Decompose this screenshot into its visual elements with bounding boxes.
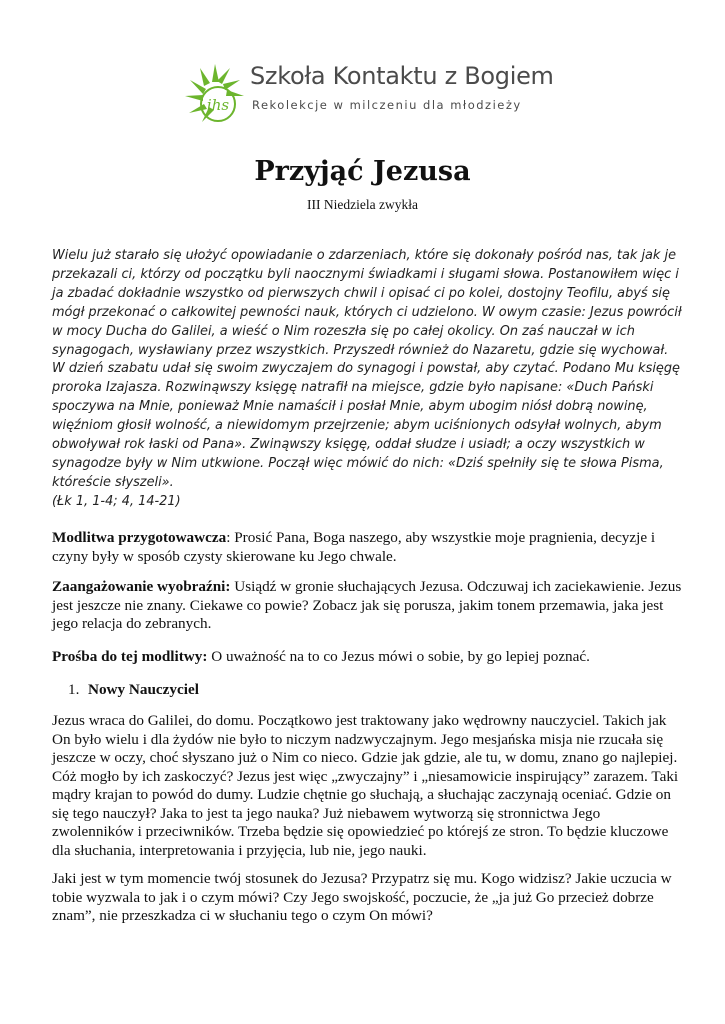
request-text: O uważność na to co Jezus mówi o sobie, by go lepiej poznać. (207, 648, 590, 665)
section-title: Nowy Nauczyciel (88, 681, 199, 698)
logo-subtitle: Rekolekcje w milczeniu dla młodzieży (252, 98, 522, 112)
request-label: Prośba do tej modlitwy: (52, 648, 208, 665)
section-heading (68, 681, 199, 699)
sun-logo-icon (182, 58, 248, 128)
logo-title: Szkoła Kontaktu z Bogiem (250, 62, 554, 90)
page-title: Przyjąć Jezusa (254, 156, 471, 187)
imagination-text: Usiądź w gronie słuchających Jezusa. Odczuwaj ich zaciekawienie. Jezus jest jeszcze nie znany. Ciekawe co powie? Zobacz jak się porusza, jakim tonem przemawia, jaka jest jego relacja do zebranych. (52, 578, 682, 632)
scripture-text: Wielu już starało się ułożyć opowiadanie o zdarzeniach, które się dokonały pośród nas, tak jak je przekazali ci, którzy od początku byli naocznymi świadkami i sługami słowa. Postanowiłem więc i ja zbadać dokładnie wszystko od pierwszych chwil i opisać ci po kolei, dostojny Teofilu, abyś się mógł przekonać o całkowitej pewności nauk, których ci udzielono. W owym czasie: Jezus powrócił w mocy Ducha do Galilei, a wieść o Nim rozeszła się po całej okolicy. On zaś nauczał w ich synagogach, wysławiany przez wszystkich. Przyszedł również do Nazaretu, gdzie się wychował. W dzień szabatu udał się swoim zwyczajem do synagogi i powstał, aby czytać. Podano Mu księgę proroka Izajasza. Rozwinąwszy księgę natrafił na miejsce, gdzie było napisane: «Duch Pański spoczywa na Mnie, ponieważ Mnie namaścił i posłał Mnie, abym ubogim niósł dobrą nowinę, więźniom głosił wolność, a niewidomym przejrzenie; abym uciśnionych odsyłał wolnych, abym obwoływał rok łaski od Pana». Zwinąwszy księgę, oddał słudze i usiadł; a oczy wszystkich w synagodze były w Nim utkwione. Począł więc mówić do nich: «Dziś spełniły się te słowa Pisma, któreście słyszeli». (52, 248, 682, 490)
page-subtitle: III Niedziela zwykła (307, 197, 418, 212)
imagination-paragraph (52, 578, 684, 634)
section-number: 1. (68, 681, 80, 698)
svg-text:ihs: ihs (206, 96, 230, 114)
request-paragraph (52, 648, 684, 667)
scripture-reference: (Łk 1, 1-4; 4, 14-21) (52, 493, 181, 509)
body-paragraph-2: Jaki jest w tym momencie twój stosunek do Jezusa? Przypatrz się mu. Kogo widzisz? Jakie uczucia w tobie wyzwala to jak i o czym mówi? Czy Jego swojskość, poczucie, że „ja już Go przecież dobrze znam”, nie przeszkadza ci w słuchaniu tego o czym On mówi? (52, 870, 672, 924)
scripture-quote (52, 247, 682, 512)
prayer-label: Modlitwa przygotowawcza (52, 529, 227, 546)
prayer-text: : Prosić Pana, Boga naszego, aby wszystkie moje pragnienia, decyzje i czyny były w sposób czysty skierowane ku Jego chwale. (52, 529, 656, 565)
imagination-label: Zaangażowanie wyobraźni: (52, 578, 231, 595)
body-paragraph-1: Jezus wraca do Galilei, do domu. Początkowo jest traktowany jako wędrowny nauczyciel. Takich jak On było wielu i dla żydów nie było to niczym nadzwyczajnym. Jego mesjańska misja nie rzucała się jeszcze w oczy, choć słyszano już o Nim co nieco. Gdzie jak gdzie, ale tu, w domu, znano go najlepiej. Cóż mogło by ich zaskoczyć? Jezus jest więc „zwyczajny” i „niesamowicie inspirujący” zarazem. Taki mądry krajan to powód do dumy. Ludzie chętnie go słuchają, a słuchając zaczynają oceniać. Gdzie on się tego nauczył? Jaka to jest ta jego nauka? Już niebawem wytworzą się stronnictwa Jego zwolenników i przeciwników. Trzeba będzie się opowiedzieć po którejś ze stron. To będzie kluczowe dla słuchania, interpretowania i przyjęcia, lub nie, jego nauki. (52, 712, 679, 859)
logo (182, 58, 554, 128)
prayer-paragraph (52, 529, 684, 566)
